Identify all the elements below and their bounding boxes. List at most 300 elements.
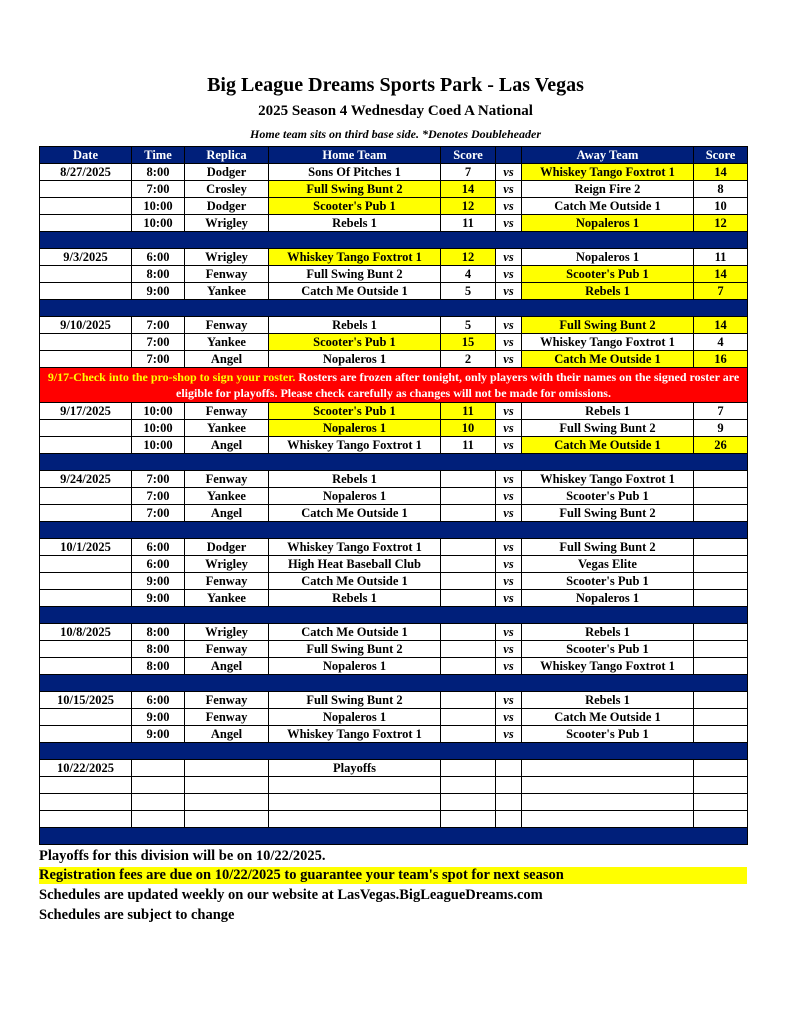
table-row (40, 777, 748, 794)
change-note: Schedules are subject to change (39, 907, 235, 923)
home-team: Whiskey Tango Foxtrot 1 (269, 437, 441, 454)
home-score (441, 760, 496, 777)
away-team: Whiskey Tango Foxtrot 1 (522, 471, 694, 488)
game-time: 7:00 (132, 181, 185, 198)
schedule-table (39, 146, 748, 845)
week-separator (40, 743, 748, 760)
away-score: 9 (694, 420, 748, 437)
playoffs-note: Playoffs for this division will be on 10/22/2025. (39, 848, 326, 864)
vs-label: vs (496, 573, 522, 590)
column-header: Home Team (269, 147, 441, 164)
field-replica: Yankee (185, 283, 269, 300)
home-team-note: Home team sits on third base side. *Denotes Doubleheader (250, 127, 541, 141)
vs-label: vs (496, 726, 522, 743)
home-team: Scooter's Pub 1 (269, 403, 441, 420)
separator-bar (40, 675, 748, 692)
game-date (40, 334, 132, 351)
game-date (40, 198, 132, 215)
field-replica (185, 794, 269, 811)
away-score (694, 505, 748, 522)
separator-bar (40, 607, 748, 624)
away-score (694, 590, 748, 607)
away-score: 14 (694, 317, 748, 334)
vs-label: vs (496, 590, 522, 607)
game-time: 6:00 (132, 539, 185, 556)
game-date (40, 590, 132, 607)
home-score (441, 573, 496, 590)
field-replica: Fenway (185, 471, 269, 488)
home-team: Catch Me Outside 1 (269, 505, 441, 522)
table-row (40, 198, 748, 215)
vs-label: vs (496, 317, 522, 334)
game-date (40, 181, 132, 198)
game-time: 8:00 (132, 624, 185, 641)
week-separator (40, 607, 748, 624)
column-header: Date (40, 147, 132, 164)
vs-label: vs (496, 164, 522, 181)
home-score (441, 590, 496, 607)
vs-label: vs (496, 283, 522, 300)
game-time: 7:00 (132, 351, 185, 368)
game-date (40, 777, 132, 794)
home-score (441, 488, 496, 505)
game-time (132, 794, 185, 811)
away-score (694, 726, 748, 743)
table-row (40, 403, 748, 420)
away-score (694, 624, 748, 641)
column-header: Time (132, 147, 185, 164)
vs-label: vs (496, 658, 522, 675)
away-team: Nopaleros 1 (522, 215, 694, 232)
away-score (694, 556, 748, 573)
field-replica: Crosley (185, 181, 269, 198)
field-replica: Fenway (185, 641, 269, 658)
table-row (40, 590, 748, 607)
table-row (40, 471, 748, 488)
home-score: 5 (441, 283, 496, 300)
table-row (40, 505, 748, 522)
column-header: Score (694, 147, 748, 164)
away-team: Rebels 1 (522, 624, 694, 641)
field-replica: Fenway (185, 266, 269, 283)
week-separator (40, 675, 748, 692)
away-score (694, 709, 748, 726)
column-header (496, 147, 522, 164)
away-score (694, 760, 748, 777)
away-score (694, 692, 748, 709)
home-score (441, 505, 496, 522)
away-score (694, 539, 748, 556)
away-team (522, 760, 694, 777)
field-replica: Fenway (185, 403, 269, 420)
away-score: 11 (694, 249, 748, 266)
home-team (269, 811, 441, 828)
away-team: Nopaleros 1 (522, 249, 694, 266)
field-replica: Fenway (185, 317, 269, 334)
home-team: Playoffs (269, 760, 441, 777)
away-team: Scooter's Pub 1 (522, 488, 694, 505)
table-row (40, 334, 748, 351)
game-time: 10:00 (132, 215, 185, 232)
vs-label (496, 777, 522, 794)
away-team: Whiskey Tango Foxtrot 1 (522, 334, 694, 351)
vs-label: vs (496, 641, 522, 658)
vs-label: vs (496, 198, 522, 215)
game-date (40, 283, 132, 300)
game-date (40, 488, 132, 505)
game-date (40, 573, 132, 590)
game-date (40, 726, 132, 743)
field-replica: Fenway (185, 573, 269, 590)
table-row (40, 692, 748, 709)
home-team: Catch Me Outside 1 (269, 624, 441, 641)
away-team (522, 777, 694, 794)
home-score: 12 (441, 198, 496, 215)
vs-label: vs (496, 488, 522, 505)
field-replica: Angel (185, 437, 269, 454)
vs-label: vs (496, 266, 522, 283)
away-team: Full Swing Bunt 2 (522, 420, 694, 437)
home-team: Nopaleros 1 (269, 658, 441, 675)
week-separator (40, 522, 748, 539)
game-time: 9:00 (132, 573, 185, 590)
away-team: Full Swing Bunt 2 (522, 539, 694, 556)
game-date: 8/27/2025 (40, 164, 132, 181)
table-row (40, 658, 748, 675)
home-score: 5 (441, 317, 496, 334)
away-team: Catch Me Outside 1 (522, 709, 694, 726)
game-time: 9:00 (132, 726, 185, 743)
home-score: 11 (441, 437, 496, 454)
away-score: 14 (694, 164, 748, 181)
table-row (40, 811, 748, 828)
away-team: Whiskey Tango Foxtrot 1 (522, 658, 694, 675)
away-team: Scooter's Pub 1 (522, 266, 694, 283)
table-row (40, 181, 748, 198)
away-team: Catch Me Outside 1 (522, 351, 694, 368)
game-time: 8:00 (132, 658, 185, 675)
home-score: 14 (441, 181, 496, 198)
home-team: Rebels 1 (269, 215, 441, 232)
field-replica: Wrigley (185, 249, 269, 266)
away-score: 16 (694, 351, 748, 368)
vs-label: vs (496, 556, 522, 573)
game-date (40, 556, 132, 573)
away-team: Nopaleros 1 (522, 590, 694, 607)
schedule-body (40, 164, 748, 845)
vs-label: vs (496, 505, 522, 522)
game-date (40, 658, 132, 675)
vs-label: vs (496, 334, 522, 351)
game-time: 7:00 (132, 505, 185, 522)
vs-label (496, 760, 522, 777)
home-team: High Heat Baseball Club (269, 556, 441, 573)
away-team: Reign Fire 2 (522, 181, 694, 198)
table-row (40, 641, 748, 658)
home-score (441, 726, 496, 743)
game-time: 8:00 (132, 641, 185, 658)
game-date (40, 351, 132, 368)
table-row (40, 488, 748, 505)
away-team: Full Swing Bunt 2 (522, 317, 694, 334)
home-team: Scooter's Pub 1 (269, 198, 441, 215)
home-score: 10 (441, 420, 496, 437)
home-score (441, 811, 496, 828)
week-separator (40, 232, 748, 249)
home-score: 11 (441, 215, 496, 232)
game-time: 10:00 (132, 198, 185, 215)
home-team: Full Swing Bunt 2 (269, 692, 441, 709)
table-row (40, 266, 748, 283)
table-row (40, 317, 748, 334)
game-time: 6:00 (132, 556, 185, 573)
field-replica: Yankee (185, 334, 269, 351)
game-date (40, 505, 132, 522)
vs-label (496, 811, 522, 828)
home-score: 15 (441, 334, 496, 351)
table-header-row (40, 147, 748, 164)
field-replica: Yankee (185, 420, 269, 437)
away-score: 26 (694, 437, 748, 454)
game-time (132, 811, 185, 828)
table-row (40, 351, 748, 368)
field-replica: Angel (185, 658, 269, 675)
home-team: Scooter's Pub 1 (269, 334, 441, 351)
field-replica: Yankee (185, 488, 269, 505)
separator-bar (40, 522, 748, 539)
home-team: Full Swing Bunt 2 (269, 266, 441, 283)
game-time: 8:00 (132, 164, 185, 181)
home-team: Rebels 1 (269, 471, 441, 488)
home-team: Nopaleros 1 (269, 420, 441, 437)
away-team: Scooter's Pub 1 (522, 726, 694, 743)
game-date (40, 641, 132, 658)
vs-label (496, 794, 522, 811)
roster-notice (40, 368, 748, 403)
game-date: 9/17/2025 (40, 403, 132, 420)
game-time (132, 777, 185, 794)
week-separator (40, 454, 748, 471)
table-row (40, 624, 748, 641)
vs-label: vs (496, 181, 522, 198)
home-score (441, 794, 496, 811)
separator-bar (40, 454, 748, 471)
game-time: 9:00 (132, 590, 185, 607)
registration-note: Registration fees are due on 10/22/2025 to guarantee your team's spot for next season (39, 867, 747, 884)
away-score: 4 (694, 334, 748, 351)
home-team: Nopaleros 1 (269, 709, 441, 726)
away-score: 12 (694, 215, 748, 232)
home-score (441, 556, 496, 573)
week-separator (40, 300, 748, 317)
game-time: 9:00 (132, 709, 185, 726)
game-time: 10:00 (132, 403, 185, 420)
vs-label: vs (496, 471, 522, 488)
game-date: 10/8/2025 (40, 624, 132, 641)
away-team: Scooter's Pub 1 (522, 641, 694, 658)
field-replica: Yankee (185, 590, 269, 607)
home-team: Whiskey Tango Foxtrot 1 (269, 249, 441, 266)
home-team (269, 794, 441, 811)
game-time: 9:00 (132, 283, 185, 300)
away-team: Rebels 1 (522, 283, 694, 300)
away-score (694, 794, 748, 811)
separator-bar (40, 743, 748, 760)
game-date (40, 266, 132, 283)
field-replica: Wrigley (185, 624, 269, 641)
field-replica: Angel (185, 351, 269, 368)
game-date (40, 811, 132, 828)
game-date (40, 420, 132, 437)
page-title: Big League Dreams Sports Park - Las Vegas (207, 74, 584, 96)
game-date: 10/22/2025 (40, 760, 132, 777)
game-date: 10/1/2025 (40, 539, 132, 556)
away-score (694, 471, 748, 488)
home-team: Catch Me Outside 1 (269, 573, 441, 590)
home-team: Full Swing Bunt 2 (269, 181, 441, 198)
vs-label: vs (496, 539, 522, 556)
home-score: 11 (441, 403, 496, 420)
table-row (40, 164, 748, 181)
table-row (40, 249, 748, 266)
table-row (40, 420, 748, 437)
home-team: Catch Me Outside 1 (269, 283, 441, 300)
page-subtitle: 2025 Season 4 Wednesday Coed A National (258, 103, 533, 119)
game-date (40, 709, 132, 726)
game-time: 6:00 (132, 692, 185, 709)
field-replica: Dodger (185, 164, 269, 181)
table-row (40, 709, 748, 726)
away-team: Catch Me Outside 1 (522, 198, 694, 215)
away-score (694, 641, 748, 658)
home-score (441, 692, 496, 709)
roster-notice-cell (40, 368, 748, 403)
away-team (522, 794, 694, 811)
field-replica (185, 760, 269, 777)
home-team: Rebels 1 (269, 590, 441, 607)
home-score: 12 (441, 249, 496, 266)
week-separator (40, 828, 748, 845)
field-replica: Angel (185, 505, 269, 522)
away-team: Whiskey Tango Foxtrot 1 (522, 164, 694, 181)
vs-label: vs (496, 403, 522, 420)
game-time: 6:00 (132, 249, 185, 266)
away-score (694, 777, 748, 794)
away-team: Vegas Elite (522, 556, 694, 573)
field-replica: Fenway (185, 709, 269, 726)
roster-notice-text: Rosters are frozen after tonight, only players with their names on the signed roster are eligible for playoffs. Please check carefully as changes will not be made for omissions. (176, 370, 740, 400)
game-date: 10/15/2025 (40, 692, 132, 709)
field-replica (185, 811, 269, 828)
game-date (40, 215, 132, 232)
field-replica (185, 777, 269, 794)
away-score: 10 (694, 198, 748, 215)
field-replica: Wrigley (185, 215, 269, 232)
table-row (40, 573, 748, 590)
game-time: 7:00 (132, 334, 185, 351)
separator-bar (40, 828, 748, 845)
roster-notice-lead: 9/17-Check into the pro-shop to sign your roster. (47, 370, 296, 384)
away-team: Catch Me Outside 1 (522, 437, 694, 454)
table-row (40, 760, 748, 777)
table-row (40, 556, 748, 573)
field-replica: Dodger (185, 539, 269, 556)
table-row (40, 726, 748, 743)
table-row (40, 215, 748, 232)
away-score (694, 573, 748, 590)
game-time: 10:00 (132, 420, 185, 437)
vs-label: vs (496, 692, 522, 709)
home-score (441, 709, 496, 726)
home-score (441, 658, 496, 675)
column-header: Replica (185, 147, 269, 164)
game-time: 8:00 (132, 266, 185, 283)
away-team: Scooter's Pub 1 (522, 573, 694, 590)
vs-label: vs (496, 420, 522, 437)
away-score: 14 (694, 266, 748, 283)
home-score: 7 (441, 164, 496, 181)
vs-label: vs (496, 215, 522, 232)
field-replica: Angel (185, 726, 269, 743)
home-score (441, 539, 496, 556)
home-score (441, 777, 496, 794)
game-time: 7:00 (132, 488, 185, 505)
vs-label: vs (496, 709, 522, 726)
website-note: Schedules are updated weekly on our website at LasVegas.BigLeagueDreams.com (39, 887, 543, 903)
home-team: Nopaleros 1 (269, 488, 441, 505)
field-replica: Dodger (185, 198, 269, 215)
vs-label: vs (496, 437, 522, 454)
away-team: Rebels 1 (522, 692, 694, 709)
home-team: Whiskey Tango Foxtrot 1 (269, 726, 441, 743)
game-date (40, 437, 132, 454)
away-team: Rebels 1 (522, 403, 694, 420)
table-row (40, 283, 748, 300)
home-score (441, 641, 496, 658)
separator-bar (40, 232, 748, 249)
game-time: 7:00 (132, 317, 185, 334)
game-date (40, 794, 132, 811)
table-row (40, 539, 748, 556)
vs-label: vs (496, 249, 522, 266)
away-score (694, 811, 748, 828)
separator-bar (40, 300, 748, 317)
field-replica: Fenway (185, 692, 269, 709)
game-date: 9/24/2025 (40, 471, 132, 488)
game-date: 9/3/2025 (40, 249, 132, 266)
home-score: 4 (441, 266, 496, 283)
away-score (694, 658, 748, 675)
game-date: 9/10/2025 (40, 317, 132, 334)
game-time: 10:00 (132, 437, 185, 454)
home-team: Whiskey Tango Foxtrot 1 (269, 539, 441, 556)
vs-label: vs (496, 351, 522, 368)
field-replica: Wrigley (185, 556, 269, 573)
away-score: 7 (694, 403, 748, 420)
table-row (40, 437, 748, 454)
vs-label: vs (496, 624, 522, 641)
game-time: 7:00 (132, 471, 185, 488)
column-header: Away Team (522, 147, 694, 164)
game-time (132, 760, 185, 777)
away-score (694, 488, 748, 505)
column-header: Score (441, 147, 496, 164)
home-score (441, 471, 496, 488)
home-team: Nopaleros 1 (269, 351, 441, 368)
home-score (441, 624, 496, 641)
away-team (522, 811, 694, 828)
home-team: Sons Of Pitches 1 (269, 164, 441, 181)
